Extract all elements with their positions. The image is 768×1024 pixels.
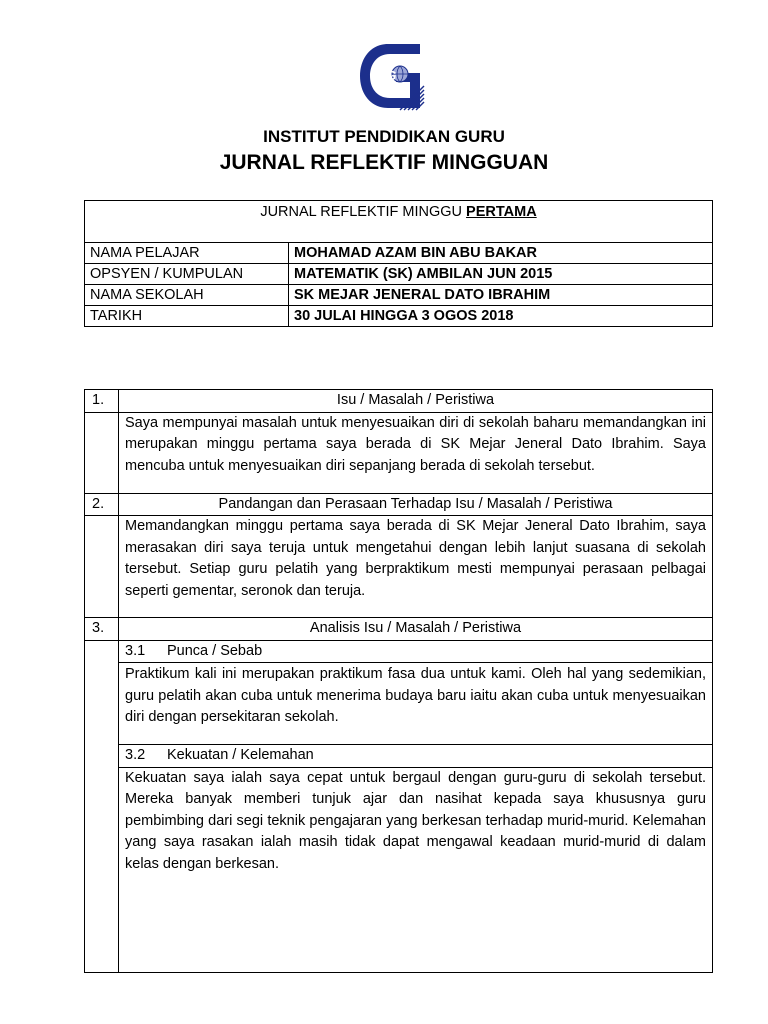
subsection-number: 3.2: [125, 747, 146, 763]
info-label: OPSYEN / KUMPULAN: [85, 264, 289, 285]
subsection-header: [85, 745, 713, 768]
section-header: [85, 618, 713, 641]
section-number: 2.: [85, 493, 119, 516]
section-title: Pandangan dan Perasaan Terhadap Isu / Masalah / Peristiwa: [119, 493, 713, 516]
section-header: [85, 390, 713, 413]
info-row: [85, 306, 713, 327]
subsection-title: Punca / Sebab: [167, 642, 263, 659]
ipg-logo: [360, 40, 428, 112]
subsection-header: [85, 640, 713, 663]
info-row: [85, 264, 713, 285]
info-label: NAMA PELAJAR: [85, 243, 289, 264]
subsection-title: Kekuatan / Kelemahan: [167, 747, 314, 763]
subsection-heading: [119, 745, 713, 768]
document-title: JURNAL REFLEKTIF MINGGUAN: [219, 151, 549, 174]
info-value: MATEMATIK (SK) AMBILAN JUN 2015: [289, 264, 713, 285]
info-value: SK MEJAR JENERAL DATO IBRAHIM: [289, 285, 713, 306]
logo-text: IPG: [374, 68, 397, 83]
info-label: TARIKH: [85, 306, 289, 327]
subsection-number: 3.1: [125, 642, 146, 659]
institution-name: INSTITUT PENDIDIKAN GURU: [263, 127, 505, 146]
subsection-heading: [119, 640, 713, 663]
subsection-text: Praktikum kali ini merupakan praktikum fasa dua untuk kami. Oleh hal yang sedemikian, guru pelatih akan cuba untuk menerima budaya baru iaitu akan cuba untuk menyesuaikan diri dengan persekitaran sekolah.: [119, 663, 713, 745]
subsection-body: [85, 767, 713, 972]
info-row: [85, 285, 713, 306]
section-text: Memandangkan minggu pertama saya berada di SK Mejar Jeneral Dato Ibrahim, saya merasakan diri saya teruja untuk mengetahui dengan lebih lanjut suasana di sekolah tersebut. Setiap guru pelatih yang berpraktikum mesti mempunyai perasaan pelbagai seperti gementar, seronok dan teruja.: [119, 516, 713, 618]
section-number: 3.: [85, 618, 119, 641]
info-row: [85, 243, 713, 264]
info-value: MOHAMAD AZAM BIN ABU BAKAR: [289, 243, 713, 264]
section-title: Isu / Masalah / Peristiwa: [119, 390, 713, 413]
section-body: [85, 412, 713, 493]
subsection-text: Kekuatan saya ialah saya cepat untuk bergaul dengan guru-guru di sekolah tersebut. Mereka banyak memberi tunjuk ajar dan nasihat kepada saya khususnya guru pembimbing dari segi teknik pengajaran yang berkesan terhadap murid-murid. Kelemahan yang saya rasakan ialah masih tidak dapat mengawal keadaan murid-murid di dalam kelas dengan berkesan.: [119, 767, 713, 972]
journal-week-heading: [85, 201, 713, 243]
journal-week-name: PERTAMA: [466, 204, 537, 220]
subsection-body: [85, 663, 713, 745]
section-text: Saya mempunyai masalah untuk menyesuaikan diri di sekolah baharu memandangkan ini merupakan minggu pertama saya berada di SK Mejar Jeneral Dato Ibrahim. Saya mencuba untuk menyesuaikan diri sepanjang berada di sekolah tersebut.: [119, 412, 713, 493]
section-title: Analisis Isu / Masalah / Peristiwa: [119, 618, 713, 641]
reflection-table: [84, 389, 713, 973]
student-info-table: [84, 200, 713, 327]
journal-week-prefix: JURNAL REFLEKTIF MINGGU: [260, 204, 467, 220]
section-number: 1.: [85, 390, 119, 413]
section-body: [85, 516, 713, 618]
info-value: 30 JULAI HINGGA 3 OGOS 2018: [289, 306, 713, 327]
info-label: NAMA SEKOLAH: [85, 285, 289, 306]
section-header: [85, 493, 713, 516]
